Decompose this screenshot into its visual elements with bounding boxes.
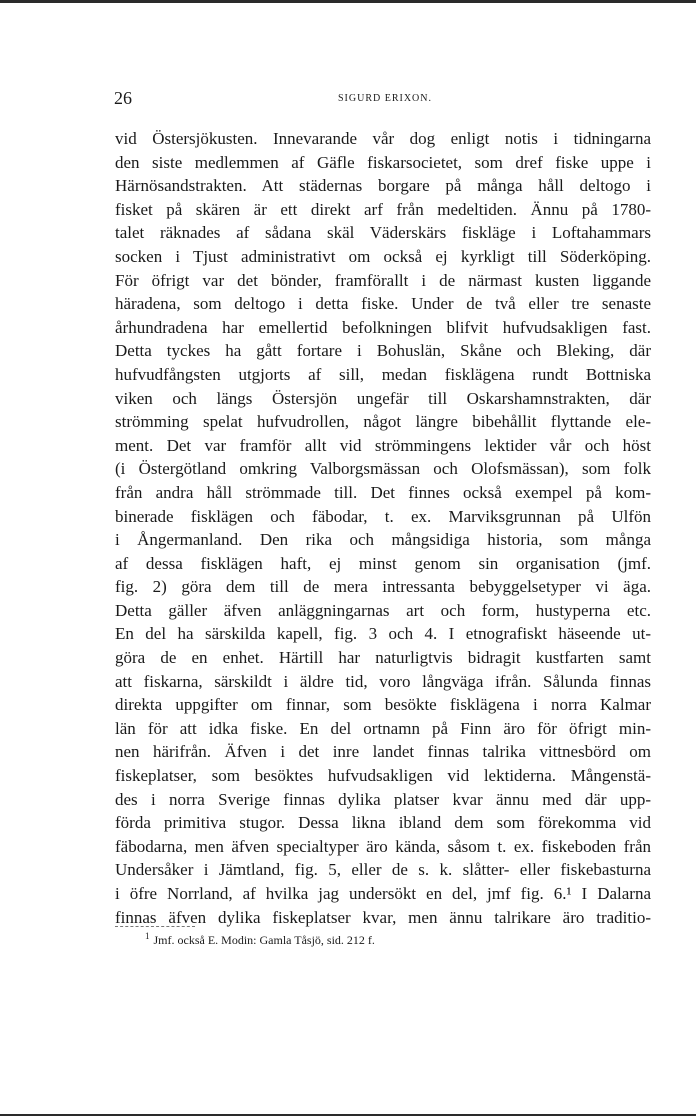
text-line: att fiskarna, särskildt i äldre tid, voro långväga ifrån. Sålunda finnas xyxy=(115,671,651,691)
text-line: direkta uppgifter om finnar, som besökte fisklägena i norra Kalmar xyxy=(115,695,651,715)
running-head: SIGURD ERIXON. xyxy=(338,93,432,104)
text-line: ment. Det var framför allt vid strömmingens lektider vår och höst xyxy=(115,435,651,455)
text-line: viken och längs Östersjön ungefär till Oskarshamnstrakten, där xyxy=(115,388,651,408)
footnote xyxy=(145,931,375,948)
text-line: Detta gäller äfven anläggningarnas art och form, hustyperna etc. xyxy=(115,600,651,620)
page-top-edge xyxy=(0,0,696,3)
text-line: århundradena har emellertid befolkningen blifvit hufvudsakligen fast. xyxy=(115,317,651,337)
text-line: Detta tyckes ha gått fortare i Bohuslän, Skåne och Bleking, där xyxy=(115,341,651,361)
footnote-rule xyxy=(115,926,195,927)
text-line: Undersåker i Jämtland, fig. 5, eller de s. k. slåtter- eller fiskebasturna xyxy=(115,860,651,880)
text-line: häradena, som deltogo i detta fiske. Under de två eller tre senaste xyxy=(115,294,651,314)
text-line: göra de en enhet. Härtill har naturligtvis bidragit kustfarten samt xyxy=(115,648,651,668)
text-line: fäbodarna, men äfven specialtyper äro kända, såsom t. ex. fiskeboden från xyxy=(115,836,651,856)
text-line: socken i Tjust administrativt om också ej kyrkligt till Söderköping. xyxy=(115,246,651,266)
text-line: den siste medlemmen af Gäfle fiskarsocietet, som dref fiske uppe i xyxy=(115,152,651,172)
footnote-marker: 1 xyxy=(145,931,150,941)
text-line: vid Östersjökusten. Innevarande vår dog enligt notis i tidningarna xyxy=(115,129,651,148)
text-line: län för att idka fiske. En del ortnamn på Finn äro för öfrigt min- xyxy=(115,718,651,738)
page-number: 26 xyxy=(114,88,132,108)
footnote-text: Jmf. också E. Modin: Gamla Tåsjö, sid. 212 f. xyxy=(153,933,375,947)
text-line: (i Östergötland omkring Valborgsmässan och Olofsmässan), som folk xyxy=(115,459,651,479)
text-line: nen härifrån. Äfven i det inre landet finnas talrika vittnesbörd om xyxy=(115,742,651,762)
text-line: hufvudfångsten utgjorts af sill, medan fisklägena rundt Bottniska xyxy=(115,364,651,384)
text-line: fiskeplatser, som besöktes hufvudsakligen vid lektiderna. Mångenstä- xyxy=(115,766,651,786)
text-line: i öfre Norrland, af hvilka jag undersökt en del, jmf fig. 6.¹ I Dalarna xyxy=(115,884,651,903)
text-line: Härnösandstrakten. Att städernas borgare på många håll deltogo i xyxy=(115,176,651,196)
text-line: af dessa fisklägen haft, ej minst genom sin organisation (jmf. xyxy=(115,553,651,573)
text-line: binerade fisklägen och fäbodar, t. ex. Marviksgrunnan på Ulfön xyxy=(115,506,651,526)
body-text xyxy=(115,127,651,929)
text-line: förda primitiva stugor. Dessa likna ibland dem som förekomma vid xyxy=(115,813,651,833)
text-line: des i norra Sverige finnas dylika platser kvar ännu med där upp- xyxy=(115,789,651,809)
text-line: strömming spelat hufvudrollen, något längre bibehållit flyttande ele- xyxy=(115,412,651,432)
text-line: fig. 2) göra dem till de mera intressanta bebyggelsetyper vi äga. xyxy=(115,577,651,597)
page-header xyxy=(114,88,654,112)
text-line: finnas äfven dylika fiskeplatser kvar, men ännu talrikare äro traditio- xyxy=(115,907,651,927)
text-line: i Ångermanland. Den rika och mångsidiga historia, som många xyxy=(115,530,651,550)
text-line: från andra håll strömmade till. Det finnes också exempel på kom- xyxy=(115,482,651,502)
text-line: talet räknades af sådana skäl Väderskärs fiskläge i Loftahammars xyxy=(115,223,651,243)
text-line: En del ha särskilda kapell, fig. 3 och 4. I etnografiskt häseende ut- xyxy=(115,624,651,644)
text-line: fisket på skären är ett direkt arf från medeltiden. Ännu på 1780- xyxy=(115,199,651,219)
text-line: För öfrigt var det bönder, framförallt i de närmast kusten liggande xyxy=(115,270,651,290)
